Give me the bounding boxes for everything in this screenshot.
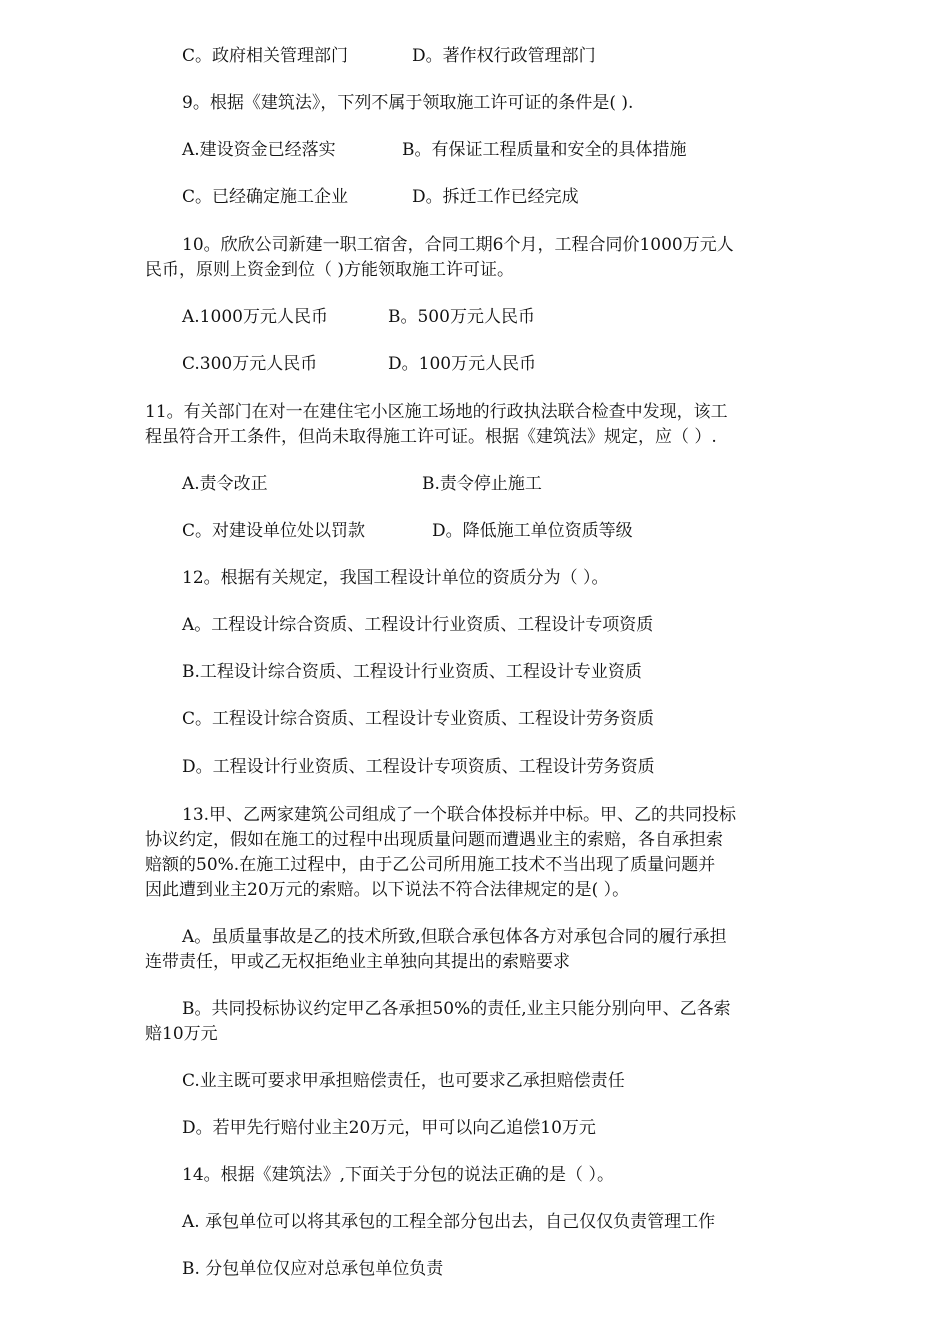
q12-option-d: D。工程设计行业资质、工程设计专项资质、工程设计劳务资质 bbox=[182, 757, 655, 777]
q13-stem-line1: 13.甲、乙两家建筑公司组成了一个联合体投标并中标。甲、乙的共同投标 bbox=[182, 805, 737, 825]
q13-option-c: C.业主既可要求甲承担赔偿责任，也可要求乙承担赔偿责任 bbox=[182, 1071, 625, 1091]
q11-stem-line2: 程虽符合开工条件，但尚未取得施工许可证。根据《建筑法》规定，应（ ）. bbox=[145, 427, 717, 447]
q12-option-c: C。工程设计综合资质、工程设计专业资质、工程设计劳务资质 bbox=[182, 709, 655, 729]
q11-option-d: D。降低施工单位资质等级 bbox=[432, 521, 633, 541]
q12-option-a: A。工程设计综合资质、工程设计行业资质、工程设计专项资质 bbox=[182, 615, 654, 635]
q9-stem: 9。根据《建筑法》，下列不属于领取施工许可证的条件是( ). bbox=[182, 93, 634, 113]
q12-stem: 12。根据有关规定，我国工程设计单位的资质分为（ ）。 bbox=[182, 568, 609, 588]
q11-stem-line1: 11。有关部门在对一在建住宅小区施工场地的行政执法联合检查中发现，该工 bbox=[145, 402, 728, 422]
q8-option-d: D。著作权行政管理部门 bbox=[412, 46, 596, 66]
q13-stem-line4: 因此遭到业主20万元的索赔。以下说法不符合法律规定的是( ）。 bbox=[145, 880, 630, 900]
q11-option-c: C。对建设单位处以罚款 bbox=[182, 521, 366, 541]
q13-option-a-line2: 连带责任，甲或乙无权拒绝业主单独向其提出的索赔要求 bbox=[145, 952, 570, 972]
q10-stem-line2: 民币，原则上资金到位（ )方能领取施工许可证。 bbox=[145, 260, 515, 280]
q8-option-c: C。政府相关管理部门 bbox=[182, 46, 349, 66]
q13-stem-line2: 协议约定，假如在施工的过程中出现质量问题而遭遇业主的索赔，各自承担索 bbox=[145, 830, 723, 850]
q12-option-b: B.工程设计综合资质、工程设计行业资质、工程设计专业资质 bbox=[182, 662, 642, 682]
q14-stem: 14。根据《建筑法》,下面关于分包的说法正确的是（ ）。 bbox=[182, 1165, 614, 1185]
q11-option-a: A.责令改正 bbox=[182, 474, 268, 494]
q13-option-a-line1: A。虽质量事故是乙的技术所致,但联合承包体各方对承包合同的履行承担 bbox=[182, 927, 727, 947]
q14-option-b: B. 分包单位仅应对总承包单位负责 bbox=[182, 1259, 444, 1279]
q13-stem-line3: 赔额的50%.在施工过程中，由于乙公司所用施工技术不当出现了质量问题并 bbox=[145, 855, 716, 875]
q11-option-b: B.责令停止施工 bbox=[422, 474, 542, 494]
q13-option-b-line1: B。共同投标协议约定甲乙各承担50%的责任,业主只能分别向甲、乙各索 bbox=[182, 999, 731, 1019]
q9-option-a: A.建设资金已经落实 bbox=[182, 140, 336, 160]
q10-option-d: D。100万元人民币 bbox=[388, 354, 537, 374]
q10-option-b: B。500万元人民币 bbox=[388, 307, 535, 327]
q13-option-d: D。若甲先行赔付业主20万元，甲可以向乙追偿10万元 bbox=[182, 1118, 596, 1138]
q14-option-a: A. 承包单位可以将其承包的工程全部分包出去，自己仅仅负责管理工作 bbox=[182, 1212, 716, 1232]
q13-option-b-line2: 赔10万元 bbox=[145, 1024, 218, 1044]
q9-option-c: C。已经确定施工企业 bbox=[182, 187, 349, 207]
q9-option-b: B。有保证工程质量和安全的具体措施 bbox=[402, 140, 687, 160]
q10-stem-line1: 10。欣欣公司新建一职工宿舍，合同工期6个月，工程合同价1000万元人 bbox=[182, 235, 734, 255]
q10-option-a: A.1000万元人民币 bbox=[182, 307, 328, 327]
q9-option-d: D。拆迁工作已经完成 bbox=[412, 187, 579, 207]
q10-option-c: C.300万元人民币 bbox=[182, 354, 318, 374]
